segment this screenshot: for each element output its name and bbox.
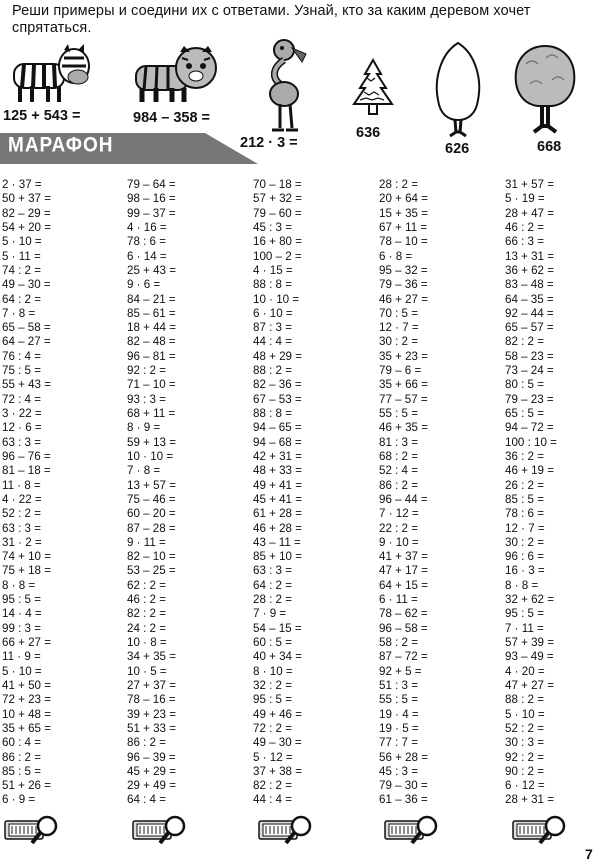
example-item: 93 : 3 = [127,392,166,406]
example-item: 42 + 31 = [253,449,302,463]
example-item: 64 : 2 = [253,578,292,592]
page-number: 7 [585,846,593,862]
example-item: 28 + 31 = [505,793,554,807]
example-item: 5 · 10 = [505,707,545,721]
example-item: 46 : 2 = [505,220,544,234]
example-item: 100 : 10 = [505,435,557,449]
example-item: 6 · 8 = [379,249,413,263]
example-item: 46 : 2 = [127,593,166,607]
example-item: 54 + 20 = [2,220,51,234]
example-item: 36 + 62 = [505,263,554,277]
oak-tree-icon [512,42,578,136]
example-item: 16 · 3 = [505,564,545,578]
example-item: 68 : 2 = [379,449,418,463]
example-item: 79 – 64 = [127,178,176,191]
example-item: 39 + 23 = [127,707,176,721]
example-item: 10 · 8 = [127,636,167,649]
example-item: 13 + 57 = [127,478,176,492]
example-item: 50 + 37 = [2,192,51,206]
example-item: 46 + 28 = [253,521,302,535]
example-item: 51 + 26 = [2,779,51,793]
example-item: 6 · 12 = [505,779,545,793]
answer-fir: 636 [356,125,381,141]
example-item: 7 · 11 = [505,621,544,635]
example-item: 94 – 65 = [253,421,302,435]
calculator-magnifier-icon [384,813,440,847]
example-item: 11 · 8 = [2,478,41,492]
example-item: 64 – 35 = [505,292,554,306]
example-item: 24 : 2 = [127,621,166,635]
example-item: 74 : 2 = [2,263,41,277]
example-item: 7 · 12 = [379,507,419,521]
example-item: 99 – 37 = [127,206,176,220]
example-item: 81 – 18 = [2,464,51,478]
example-item: 52 : 4 = [379,464,418,478]
example-item: 7 · 9 = [253,607,287,621]
example-item: 77 : 7 = [379,736,418,750]
example-item: 10 + 48 = [2,707,51,721]
example-item: 48 + 33 = [253,464,302,478]
example-item: 66 : 3 = [505,235,544,249]
example-item: 96 – 58 = [379,621,428,635]
equation-zebra: 125 + 543 = [3,108,81,124]
example-item: 4 · 15 = [253,263,293,277]
example-item: 8 · 8 = [505,578,539,592]
example-item: 65 – 57 = [505,321,554,335]
example-item: 52 : 2 = [505,721,544,735]
example-item: 6 · 10 = [253,306,293,320]
example-item: 37 + 38 = [253,764,302,778]
example-item: 26 : 2 = [505,478,544,492]
example-item: 7 · 8 = [2,306,36,320]
example-item: 85 : 5 = [2,764,41,778]
example-item: 55 + 43 = [2,378,51,392]
example-item: 79 – 30 = [379,779,428,793]
example-item: 80 : 5 = [505,378,544,392]
example-item: 77 – 57 = [379,392,428,406]
example-item: 92 – 44 = [505,306,554,320]
example-item: 64 : 2 = [2,292,41,306]
example-column-5 [505,178,600,808]
example-item: 30 : 2 = [379,335,418,349]
example-item: 90 : 2 = [505,764,544,778]
example-item: 28 : 2 = [253,593,292,607]
example-item: 82 : 2 = [253,779,292,793]
example-item: 73 – 24 = [505,364,554,378]
example-item: 62 : 2 = [127,578,166,592]
answer-poplar: 626 [445,141,470,157]
equation-flamingo: 212 · 3 = [240,135,298,151]
example-item: 45 + 29 = [127,764,176,778]
example-item: 82 : 2 = [127,607,166,621]
example-item: 67 + 11 = [379,220,428,234]
example-item: 40 + 34 = [253,650,302,664]
example-item: 30 : 3 = [505,736,544,750]
example-item: 14 · 4 = [2,607,42,621]
example-item: 10 · 5 = [127,664,167,678]
example-item: 12 · 6 = [2,421,42,435]
example-item: 92 : 2 = [505,750,544,764]
example-item: 70 : 5 = [379,306,418,320]
example-item: 47 + 27 = [505,678,554,692]
example-item: 19 · 4 = [379,707,419,721]
example-item: 92 + 5 = [379,664,422,678]
example-item: 35 + 65 = [2,721,51,735]
example-item: 82 – 36 = [253,378,302,392]
example-item: 7 · 8 = [127,464,161,478]
example-item: 94 – 68 = [253,435,302,449]
example-item: 96 – 81 = [127,349,176,363]
example-item: 61 + 28 = [253,507,302,521]
example-item: 82 : 2 = [505,335,544,349]
example-item: 78 – 16 = [127,693,176,707]
example-item: 13 + 31 = [505,249,554,263]
example-item: 57 + 39 = [505,636,554,649]
example-item: 15 + 35 = [379,206,428,220]
example-item: 95 : 5 = [505,607,544,621]
example-item: 45 : 3 = [253,220,292,234]
example-item: 96 – 76 = [2,449,51,463]
example-item: 82 – 10 = [127,550,176,564]
example-item: 96 – 44 = [379,492,428,506]
example-item: 44 : 4 = [253,335,292,349]
example-item: 16 + 80 = [253,235,302,249]
example-item: 60 : 5 = [253,636,292,649]
example-item: 3 · 22 = [2,407,42,420]
example-item: 85 : 5 = [505,492,544,506]
example-item: 72 : 4 = [2,392,41,406]
example-item: 82 – 48 = [127,335,176,349]
example-item: 92 : 2 = [127,364,166,378]
example-item: 18 + 44 = [127,321,176,335]
example-item: 66 + 27 = [2,636,51,649]
example-item: 82 – 29 = [2,206,51,220]
example-item: 10 · 10 = [253,292,300,306]
example-item: 88 : 8 = [253,407,292,420]
example-item: 75 + 18 = [2,564,51,578]
example-item: 12 · 7 = [379,321,419,335]
example-item: 8 · 10 = [253,664,293,678]
example-item: 9 · 11 = [127,535,166,549]
example-item: 78 – 10 = [379,235,428,249]
example-item: 44 : 4 = [253,793,292,807]
example-item: 45 : 3 = [379,764,418,778]
example-item: 64 + 15 = [379,578,428,592]
calculator-magnifier-icon [512,813,568,847]
example-item: 83 – 48 = [505,278,554,292]
example-item: 25 + 43 = [127,263,176,277]
example-item: 96 : 6 = [505,550,544,564]
example-item: 47 + 17 = [379,564,428,578]
example-item: 46 + 27 = [379,292,428,306]
example-item: 59 + 13 = [127,435,176,449]
poplar-tree-icon [432,40,484,138]
example-item: 98 – 16 = [127,192,176,206]
example-item: 8 · 9 = [127,421,161,435]
example-item: 99 : 3 = [2,621,41,635]
example-item: 51 : 3 = [379,678,418,692]
example-item: 9 · 6 = [127,278,161,292]
example-item: 19 · 5 = [379,721,419,735]
example-item: 5 · 19 = [505,192,545,206]
example-item: 32 : 2 = [253,678,292,692]
example-item: 53 – 25 = [127,564,176,578]
example-item: 95 – 32 = [379,263,428,277]
example-item: 58 : 2 = [379,636,418,649]
calculator-magnifier-icon [4,813,60,847]
example-item: 5 · 10 = [2,664,42,678]
example-item: 55 : 5 = [379,693,418,707]
example-item: 31 · 2 = [2,535,42,549]
example-item: 6 · 11 = [379,593,418,607]
example-item: 48 + 29 = [253,349,302,363]
example-item: 64 – 27 = [2,335,51,349]
example-item: 78 : 6 = [505,507,544,521]
example-item: 87 : 3 = [253,321,292,335]
example-item: 5 · 12 = [253,750,293,764]
example-item: 87 – 28 = [127,521,176,535]
example-item: 75 : 5 = [2,364,41,378]
example-item: 78 – 62 = [379,607,428,621]
example-item: 11 · 9 = [2,650,41,664]
example-item: 72 + 23 = [2,693,51,707]
example-item: 31 + 57 = [505,178,554,191]
example-item: 76 : 4 = [2,349,41,363]
example-item: 46 + 35 = [379,421,428,435]
fir-tree-icon [350,58,396,116]
example-column-2 [127,178,247,808]
zebra-icon [6,44,96,104]
example-item: 65 – 58 = [2,321,51,335]
example-item: 34 + 35 = [127,650,176,664]
flamingo-icon [262,38,312,136]
example-item: 67 – 53 = [253,392,302,406]
calculator-magnifier-icon [132,813,188,847]
example-item: 29 + 49 = [127,779,176,793]
example-item: 49 – 30 = [253,736,302,750]
banner-title: МАРАФОН [8,134,114,158]
example-item: 45 + 41 = [253,492,302,506]
example-item: 4 · 16 = [127,220,167,234]
example-item: 12 · 7 = [505,521,545,535]
example-item: 95 : 5 = [253,693,292,707]
example-item: 28 + 47 = [505,206,554,220]
example-column-3 [253,178,373,808]
example-item: 84 – 21 = [127,292,176,306]
example-item: 86 : 2 = [2,750,41,764]
example-item: 32 + 62 = [505,593,554,607]
example-item: 4 · 20 = [505,664,545,678]
example-item: 8 · 8 = [2,578,36,592]
example-item: 65 : 5 = [505,407,544,420]
example-item: 94 – 72 = [505,421,554,435]
example-item: 88 : 2 = [253,364,292,378]
example-item: 88 : 8 = [253,278,292,292]
example-item: 2 · 37 = [2,178,42,191]
example-item: 57 + 32 = [253,192,302,206]
example-item: 49 – 30 = [2,278,51,292]
example-column-1 [2,178,122,808]
example-item: 58 – 23 = [505,349,554,363]
example-item: 74 + 10 = [2,550,51,564]
example-item: 41 + 37 = [379,550,428,564]
example-item: 88 : 2 = [505,693,544,707]
example-item: 5 · 11 = [2,249,41,263]
example-item: 79 – 23 = [505,392,554,406]
example-item: 63 : 3 = [253,564,292,578]
example-item: 95 : 5 = [2,593,41,607]
example-item: 86 : 2 = [379,478,418,492]
example-item: 85 + 10 = [253,550,302,564]
example-item: 87 – 72 = [379,650,428,664]
example-item: 68 + 11 = [127,407,176,420]
example-item: 79 – 60 = [253,206,302,220]
example-item: 60 : 4 = [2,736,41,750]
example-item: 100 – 2 = [253,249,302,263]
example-item: 79 – 6 = [379,364,422,378]
instruction-text: Реши примеры и соедини их с ответами. Узнай, кто за каким деревом хочет спрятаться. [12,3,531,36]
example-item: 51 + 33 = [127,721,176,735]
example-item: 64 : 4 = [127,793,166,807]
example-item: 63 : 3 = [2,521,41,535]
example-item: 22 : 2 = [379,521,418,535]
example-item: 6 · 9 = [2,793,36,807]
answer-oak: 668 [537,139,562,155]
example-item: 35 + 66 = [379,378,428,392]
example-item: 30 : 2 = [505,535,544,549]
example-item: 60 – 20 = [127,507,176,521]
example-item: 86 : 2 = [127,736,166,750]
example-item: 35 + 23 = [379,349,428,363]
example-item: 78 : 6 = [127,235,166,249]
example-item: 52 : 2 = [2,507,41,521]
equation-tiger: 984 – 358 = [133,110,211,126]
example-item: 55 : 5 = [379,407,418,420]
example-item: 43 – 11 = [253,535,301,549]
example-item: 72 : 2 = [253,721,292,735]
tiger-icon [132,44,222,104]
example-item: 63 : 3 = [2,435,41,449]
example-item: 41 + 50 = [2,678,51,692]
example-item: 9 · 10 = [379,535,419,549]
example-item: 79 – 36 = [379,278,428,292]
example-item: 49 + 46 = [253,707,302,721]
example-item: 20 + 64 = [379,192,428,206]
example-item: 61 – 36 = [379,793,428,807]
example-item: 6 · 14 = [127,249,167,263]
example-item: 56 + 28 = [379,750,428,764]
example-item: 5 · 10 = [2,235,42,249]
calculator-magnifier-icon [258,813,314,847]
example-item: 28 : 2 = [379,178,418,191]
example-item: 46 + 19 = [505,464,554,478]
example-item: 4 · 22 = [2,492,42,506]
example-item: 27 + 37 = [127,678,176,692]
example-item: 70 – 18 = [253,178,302,191]
example-column-4 [379,178,499,808]
example-item: 10 · 10 = [127,449,174,463]
example-item: 54 – 15 = [253,621,302,635]
example-item: 81 : 3 = [379,435,418,449]
example-item: 71 – 10 = [127,378,176,392]
example-item: 96 – 39 = [127,750,176,764]
example-item: 49 + 41 = [253,478,302,492]
example-item: 85 – 61 = [127,306,176,320]
example-item: 75 – 46 = [127,492,176,506]
example-item: 93 – 49 = [505,650,554,664]
example-item: 36 : 2 = [505,449,544,463]
